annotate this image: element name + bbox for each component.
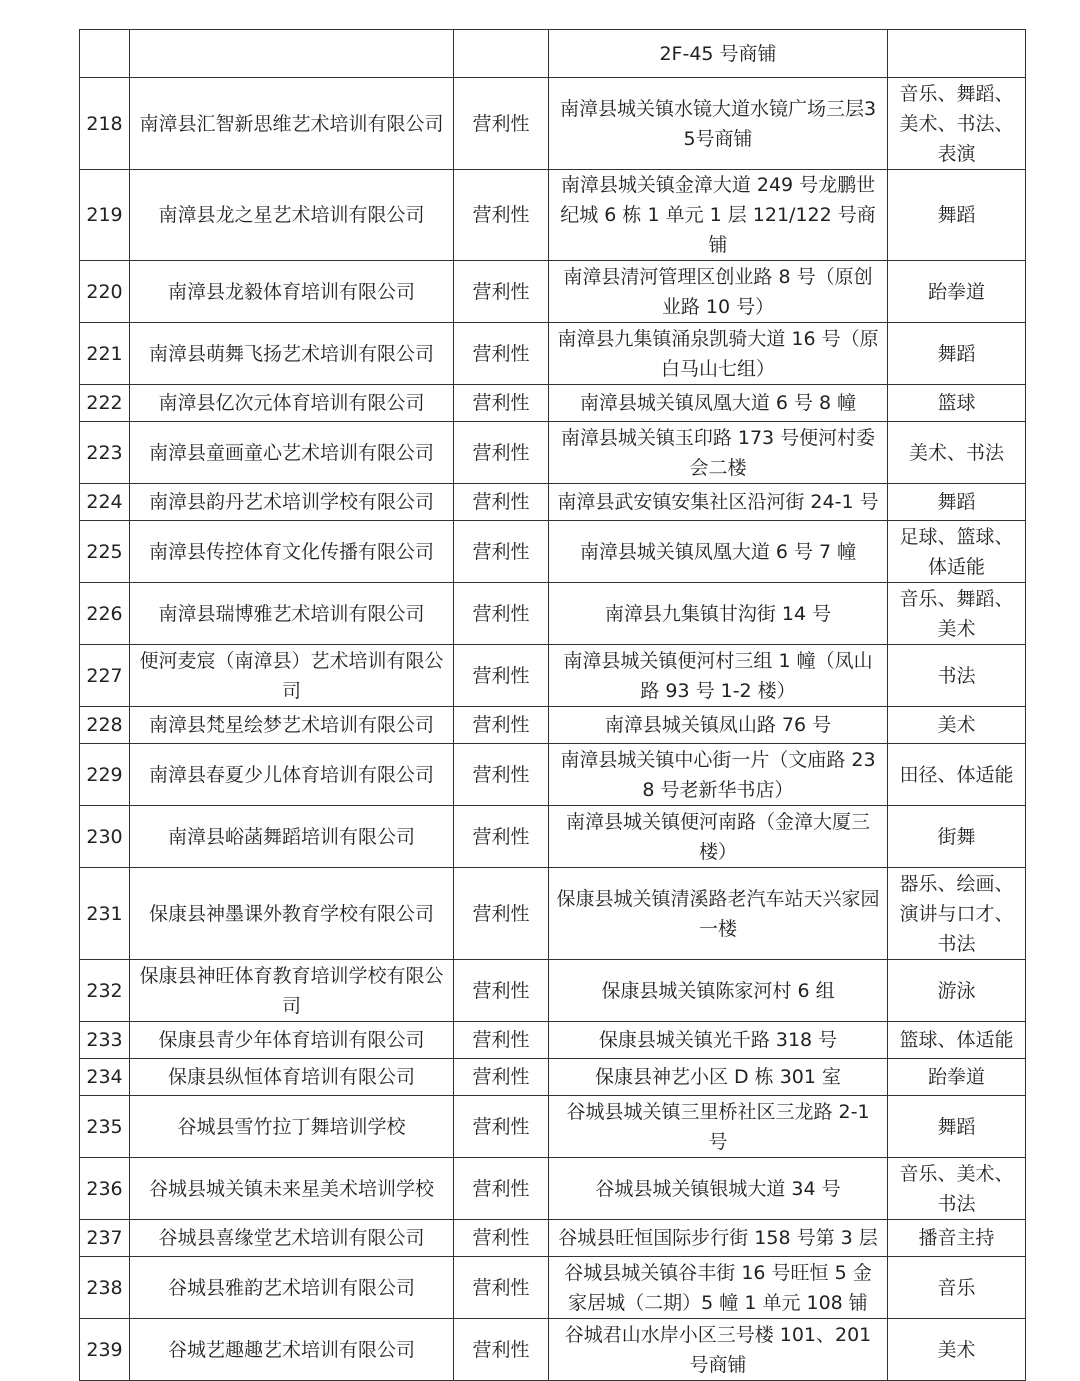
row-number: 233 [80, 1022, 130, 1059]
training-category [888, 30, 1026, 78]
table-row [80, 170, 1026, 261]
institution-type: 营利性 [454, 422, 549, 484]
row-number: 219 [80, 170, 130, 261]
table-row [80, 521, 1026, 583]
institution-name: 南漳县萌舞飞扬艺术培训有限公司 [130, 323, 454, 385]
institution-type: 营利性 [454, 78, 549, 170]
institution-name: 南漳县梵星绘梦艺术培训有限公司 [130, 707, 454, 744]
institution-address: 南漳县城关镇便河南路（金漳大厦三楼） [549, 806, 888, 868]
row-number: 231 [80, 868, 130, 960]
registry-table [79, 29, 1026, 1381]
row-number: 221 [80, 323, 130, 385]
training-category: 美术 [888, 707, 1026, 744]
row-number: 229 [80, 744, 130, 806]
institution-name [130, 30, 454, 78]
institution-name: 保康县神墨课外教育学校有限公司 [130, 868, 454, 960]
institution-address: 南漳县城关镇凤凰大道 6 号 8 幢 [549, 385, 888, 422]
institution-name: 南漳县传控体育文化传播有限公司 [130, 521, 454, 583]
institution-type: 营利性 [454, 521, 549, 583]
row-number: 228 [80, 707, 130, 744]
training-category: 播音主持 [888, 1220, 1026, 1257]
institution-type: 营利性 [454, 960, 549, 1022]
table-row [80, 78, 1026, 170]
institution-name: 谷城县雪竹拉丁舞培训学校 [130, 1096, 454, 1158]
row-number: 223 [80, 422, 130, 484]
institution-type: 营利性 [454, 583, 549, 645]
training-category: 舞蹈 [888, 323, 1026, 385]
training-category: 篮球、体适能 [888, 1022, 1026, 1059]
training-category: 篮球 [888, 385, 1026, 422]
institution-type: 营利性 [454, 1220, 549, 1257]
institution-address: 保康县城关镇陈家河村 6 组 [549, 960, 888, 1022]
institution-address: 谷城县城关镇三里桥社区三龙路 2-1 号 [549, 1096, 888, 1158]
institution-address: 2F-45 号商铺 [549, 30, 888, 78]
institution-address: 谷城县城关镇银城大道 34 号 [549, 1158, 888, 1220]
institution-type: 营利性 [454, 323, 549, 385]
training-category: 舞蹈 [888, 1096, 1026, 1158]
table-row [80, 1059, 1026, 1096]
training-category: 器乐、绘画、演讲与口才、书法 [888, 868, 1026, 960]
institution-name: 南漳县龙毅体育培训有限公司 [130, 261, 454, 323]
training-category: 音乐、舞蹈、美术、书法、表演 [888, 78, 1026, 170]
institution-name: 南漳县韵丹艺术培训学校有限公司 [130, 484, 454, 521]
training-category: 音乐、舞蹈、美术 [888, 583, 1026, 645]
institution-type: 营利性 [454, 1158, 549, 1220]
institution-type: 营利性 [454, 1022, 549, 1059]
row-number: 225 [80, 521, 130, 583]
institution-name: 南漳县瑞博雅艺术培训有限公司 [130, 583, 454, 645]
institution-address: 南漳县城关镇凤山路 76 号 [549, 707, 888, 744]
row-number: 218 [80, 78, 130, 170]
institution-address: 南漳县九集镇涌泉凯骑大道 16 号（原白马山七组） [549, 323, 888, 385]
institution-type: 营利性 [454, 170, 549, 261]
institution-type: 营利性 [454, 1257, 549, 1319]
table-row [80, 323, 1026, 385]
institution-type [454, 30, 549, 78]
training-category: 足球、篮球、体适能 [888, 521, 1026, 583]
table-row [80, 1158, 1026, 1220]
institution-type: 营利性 [454, 868, 549, 960]
institution-address: 保康县城关镇清溪路老汽车站天兴家园一楼 [549, 868, 888, 960]
institution-name: 谷城县喜缘堂艺术培训有限公司 [130, 1220, 454, 1257]
row-number: 220 [80, 261, 130, 323]
row-number: 234 [80, 1059, 130, 1096]
table-row [80, 30, 1026, 78]
table-row [80, 583, 1026, 645]
institution-name: 谷城县雅韵艺术培训有限公司 [130, 1257, 454, 1319]
row-number [80, 30, 130, 78]
institution-address: 谷城君山水岸小区三号楼 101、201 号商铺 [549, 1319, 888, 1381]
institution-name: 南漳县童画童心艺术培训有限公司 [130, 422, 454, 484]
table-row [80, 1220, 1026, 1257]
institution-type: 营利性 [454, 806, 549, 868]
training-category: 田径、体适能 [888, 744, 1026, 806]
training-category: 舞蹈 [888, 170, 1026, 261]
institution-name: 南漳县春夏少儿体育培训有限公司 [130, 744, 454, 806]
institution-type: 营利性 [454, 261, 549, 323]
institution-name: 保康县纵恒体育培训有限公司 [130, 1059, 454, 1096]
institution-type: 营利性 [454, 1059, 549, 1096]
table-row [80, 1096, 1026, 1158]
training-category: 游泳 [888, 960, 1026, 1022]
training-category: 音乐 [888, 1257, 1026, 1319]
training-category: 跆拳道 [888, 261, 1026, 323]
row-number: 235 [80, 1096, 130, 1158]
table-row [80, 960, 1026, 1022]
institution-address: 南漳县城关镇水镜大道水镜广场三层35号商铺 [549, 78, 888, 170]
row-number: 237 [80, 1220, 130, 1257]
table-row [80, 1257, 1026, 1319]
row-number: 230 [80, 806, 130, 868]
table-row [80, 645, 1026, 707]
table-row [80, 385, 1026, 422]
training-category: 书法 [888, 645, 1026, 707]
institution-type: 营利性 [454, 1319, 549, 1381]
table-row [80, 1319, 1026, 1381]
institution-name: 保康县神旺体育教育培训学校有限公司 [130, 960, 454, 1022]
institution-type: 营利性 [454, 1096, 549, 1158]
institution-address: 南漳县城关镇金漳大道 249 号龙鹏世纪城 6 栋 1 单元 1 层 121/122 号商铺 [549, 170, 888, 261]
row-number: 236 [80, 1158, 130, 1220]
table-row [80, 484, 1026, 521]
table-row [80, 707, 1026, 744]
table-row [80, 806, 1026, 868]
training-category: 美术、书法 [888, 422, 1026, 484]
training-category: 街舞 [888, 806, 1026, 868]
row-number: 224 [80, 484, 130, 521]
institution-type: 营利性 [454, 744, 549, 806]
institution-name: 谷城县城关镇未来星美术培训学校 [130, 1158, 454, 1220]
institution-address: 谷城县城关镇谷丰街 16 号旺恒 5 金家居城（二期）5 幢 1 单元 108 铺 [549, 1257, 888, 1319]
institution-name: 南漳县汇智新思维艺术培训有限公司 [130, 78, 454, 170]
institution-address: 南漳县城关镇凤凰大道 6 号 7 幢 [549, 521, 888, 583]
table-row [80, 261, 1026, 323]
institution-address: 南漳县武安镇安集社区沿河街 24-1 号 [549, 484, 888, 521]
table-row [80, 422, 1026, 484]
institution-address: 保康县城关镇光千路 318 号 [549, 1022, 888, 1059]
institution-address: 南漳县城关镇玉印路 173 号便河村委会二楼 [549, 422, 888, 484]
training-category: 音乐、美术、书法 [888, 1158, 1026, 1220]
row-number: 232 [80, 960, 130, 1022]
institution-type: 营利性 [454, 645, 549, 707]
institution-address: 南漳县九集镇甘沟街 14 号 [549, 583, 888, 645]
institution-address: 南漳县清河管理区创业路 8 号（原创业路 10 号） [549, 261, 888, 323]
row-number: 238 [80, 1257, 130, 1319]
training-category: 舞蹈 [888, 484, 1026, 521]
institution-name: 南漳县亿次元体育培训有限公司 [130, 385, 454, 422]
institution-address: 南漳县城关镇中心街一片（文庙路 238 号老新华书店） [549, 744, 888, 806]
table-row [80, 744, 1026, 806]
row-number: 227 [80, 645, 130, 707]
institution-address: 谷城县旺恒国际步行街 158 号第 3 层 [549, 1220, 888, 1257]
row-number: 226 [80, 583, 130, 645]
institution-name: 南漳县龙之星艺术培训有限公司 [130, 170, 454, 261]
institution-type: 营利性 [454, 707, 549, 744]
training-category: 美术 [888, 1319, 1026, 1381]
training-category: 跆拳道 [888, 1059, 1026, 1096]
institution-address: 保康县神艺小区 D 栋 301 室 [549, 1059, 888, 1096]
table-row [80, 868, 1026, 960]
row-number: 222 [80, 385, 130, 422]
table-row [80, 1022, 1026, 1059]
institution-name: 谷城艺趣趣艺术培训有限公司 [130, 1319, 454, 1381]
institution-name: 便河麦宸（南漳县）艺术培训有限公司 [130, 645, 454, 707]
institution-address: 南漳县城关镇便河村三组 1 幢（凤山路 93 号 1-2 楼） [549, 645, 888, 707]
row-number: 239 [80, 1319, 130, 1381]
institution-type: 营利性 [454, 484, 549, 521]
institution-name: 南漳县峪菡舞蹈培训有限公司 [130, 806, 454, 868]
institution-name: 保康县青少年体育培训有限公司 [130, 1022, 454, 1059]
institution-type: 营利性 [454, 385, 549, 422]
